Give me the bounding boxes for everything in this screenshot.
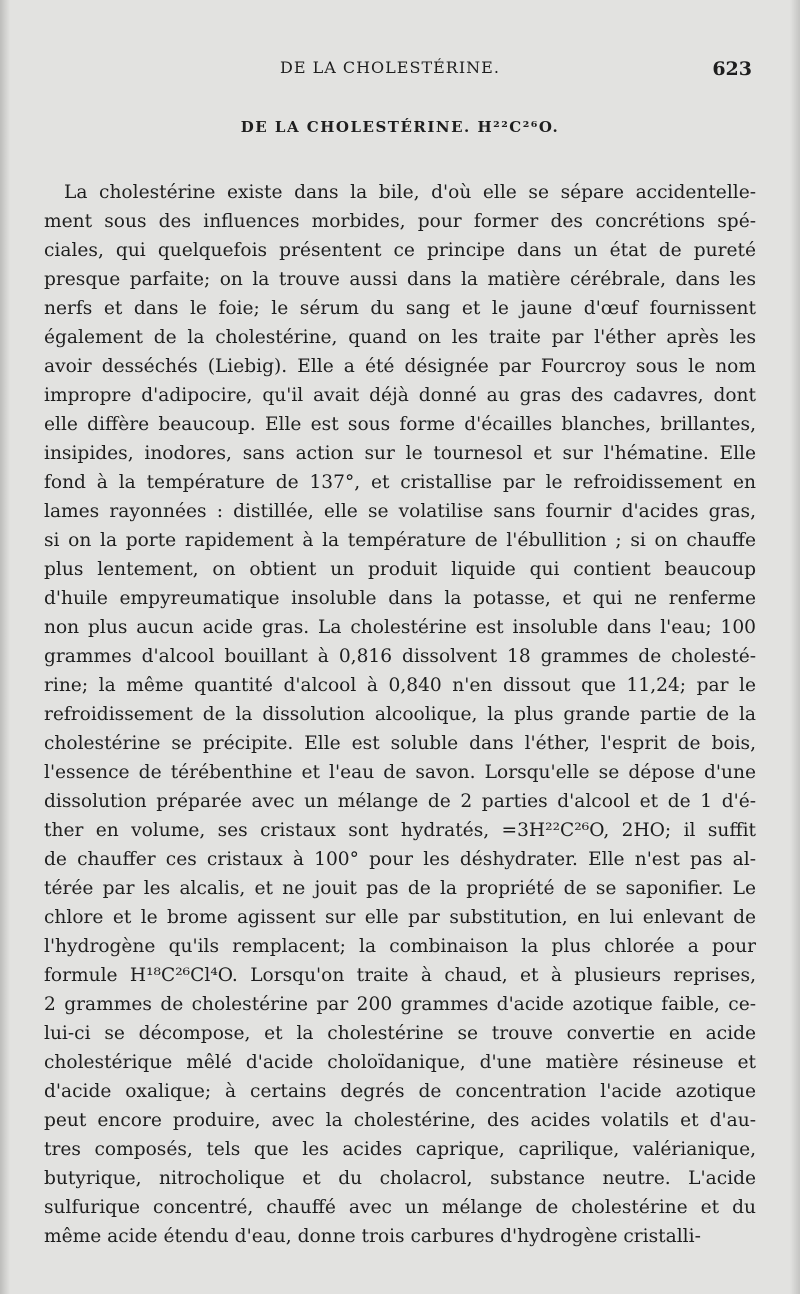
text-line: nerfs et dans le foie; le sérum du sang et le jaune d'œuf fournissent	[44, 298, 756, 319]
text-line: fond à la température de 137°, et cristallise par le refroidissement en	[44, 472, 756, 493]
text-line: lui-ci se décompose, et la cholestérine se trouve convertie en acide	[44, 1023, 756, 1044]
text-line: butyrique, nitrocholique et du cholacrol, substance neutre. L'acide	[44, 1168, 756, 1189]
text-line: térée par les alcalis, et ne jouit pas de la propriété de se saponifier. Le	[44, 878, 756, 899]
text-line: formule H¹⁸C²⁶Cl⁴O. Lorsqu'on traite à chaud, et à plusieurs reprises,	[44, 965, 756, 986]
text-line: tres composés, tels que les acides caprique, caprilique, valérianique,	[44, 1139, 756, 1160]
text-line: cholestérique mêlé d'acide choloïdanique, d'une matière résineuse et	[44, 1052, 756, 1073]
text-line: avoir desséchés (Liebig). Elle a été désignée par Fourcroy sous le nom	[44, 356, 756, 377]
text-line: d'huile empyreumatique insoluble dans la potasse, et qui ne renferme	[44, 588, 756, 609]
text-line: même acide étendu d'eau, donne trois carbures d'hydrogène cristalli-	[44, 1226, 701, 1247]
section-title: DE LA CHOLESTÉRINE. H²²C²⁶O.	[240, 118, 560, 136]
text-line: de chauffer ces cristaux à 100° pour les déshydrater. Elle n'est pas al-	[44, 849, 756, 870]
text-line: l'hydrogène qu'ils remplacent; la combinaison la plus chlorée a pour	[44, 936, 756, 957]
text-line: impropre d'adipocire, qu'il avait déjà donné au gras des cadavres, dont	[44, 385, 756, 406]
text-line: lames rayonnées : distillée, elle se volatilise sans fournir d'acides gras,	[44, 501, 756, 522]
text-line: insipides, inodores, sans action sur le tournesol et sur l'hématine. Elle	[44, 443, 756, 464]
running-head: DE LA CHOLESTÉRINE.	[280, 58, 500, 77]
text-line: sulfurique concentré, chauffé avec un mélange de cholestérine et du	[44, 1197, 756, 1218]
text-line: plus lentement, on obtient un produit liquide qui contient beaucoup	[44, 559, 756, 580]
text-line: refroidissement de la dissolution alcoolique, la plus grande partie de la	[44, 704, 756, 725]
text-line: ther en volume, ses cristaux sont hydratés, =3H²²C²⁶O, 2HO; il suffit	[44, 820, 756, 841]
text-line: 2 grammes de cholestérine par 200 grammes d'acide azotique faible, ce-	[44, 994, 756, 1015]
text-line: également de la cholestérine, quand on les traite par l'éther après les	[44, 327, 756, 348]
text-line: d'acide oxalique; à certains degrés de concentration l'acide azotique	[44, 1081, 756, 1102]
text-line: presque parfaite; on la trouve aussi dans la matière cérébrale, dans les	[44, 269, 756, 290]
text-line: ciales, qui quelquefois présentent ce principe dans un état de pureté	[44, 240, 756, 261]
text-line: si on la porte rapidement à la température de l'ébullition ; si on chauffe	[44, 530, 756, 551]
page-number: 623	[712, 58, 752, 80]
body-paragraph	[44, 178, 756, 1251]
text-line: l'essence de térébenthine et l'eau de savon. Lorsqu'elle se dépose d'une	[44, 762, 756, 783]
text-line: non plus aucun acide gras. La cholestérine est insoluble dans l'eau; 100	[44, 617, 756, 638]
text-line: cholestérine se précipite. Elle est soluble dans l'éther, l'esprit de bois,	[44, 733, 756, 754]
text-line: grammes d'alcool bouillant à 0,816 dissolvent 18 grammes de cholesté-	[44, 646, 756, 667]
text-line: elle diffère beaucoup. Elle est sous forme d'écailles blanches, brillantes,	[44, 414, 756, 435]
text-line: peut encore produire, avec la cholestérine, des acides volatils et d'au-	[44, 1110, 756, 1131]
text-line: La cholestérine existe dans la bile, d'où elle se sépare accidentelle-	[64, 182, 756, 203]
text-line: rine; la même quantité d'alcool à 0,840 n'en dissout que 11,24; par le	[44, 675, 756, 696]
text-line: chlore et le brome agissent sur elle par substitution, en lui enlevant de	[44, 907, 756, 928]
text-line: dissolution préparée avec un mélange de 2 parties d'alcool et de 1 d'é-	[44, 791, 756, 812]
text-line: ment sous des influences morbides, pour former des concrétions spé-	[44, 211, 756, 232]
